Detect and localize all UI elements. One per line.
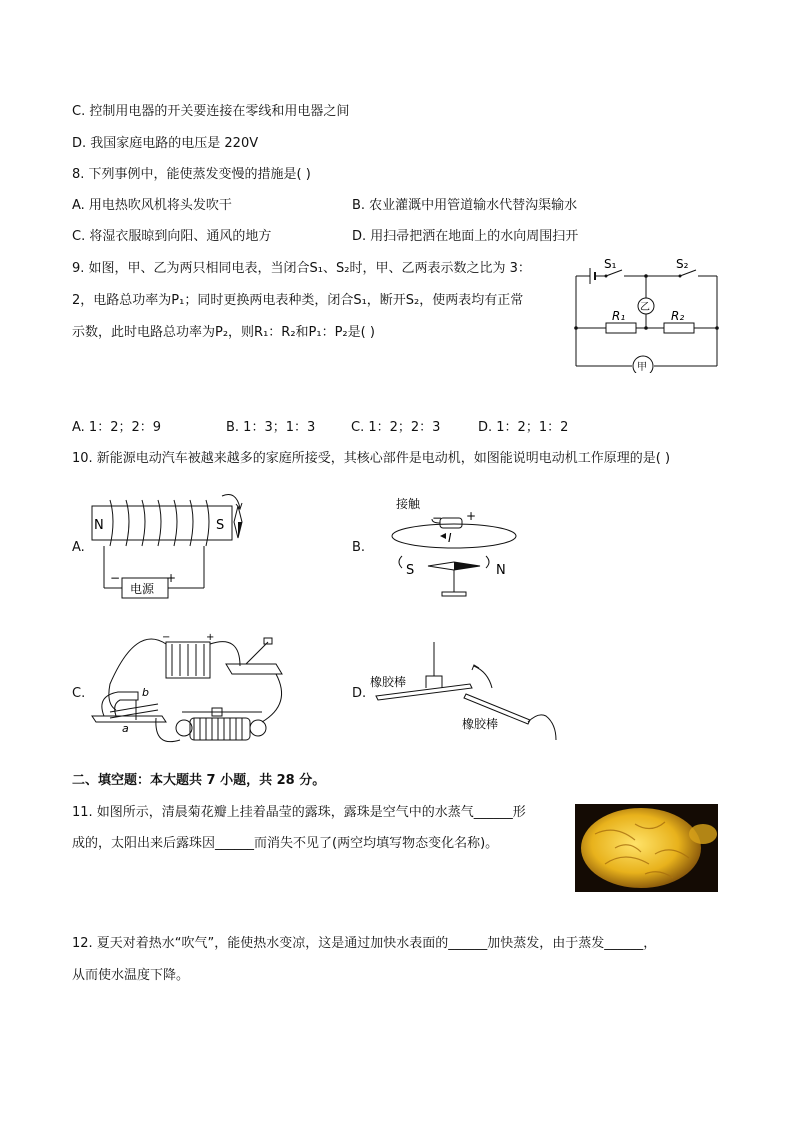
- label-plus-b: +: [466, 509, 477, 523]
- figure-b-oersted: [384, 494, 524, 606]
- q7-option-c: C. 控制用电器的开关要连接在零线和用电器之间: [72, 104, 350, 119]
- label-plus: +: [166, 571, 177, 585]
- q9-option-b: B. 1：3；1：3: [226, 420, 316, 435]
- q8-option-a: A. 用电热吹风机将头发吹干: [72, 198, 232, 213]
- label-r2: R₂: [671, 309, 685, 323]
- q9-option-d: D. 1：2；1：2: [478, 420, 569, 435]
- label-a: a: [122, 722, 129, 735]
- q10-option-b: B.: [352, 540, 366, 555]
- label-s1: S₁: [604, 258, 617, 271]
- label-n: N: [94, 518, 104, 533]
- label-plus-c: +: [206, 632, 215, 643]
- q9-stem-line1: 9. 如图，甲、乙为两只相同电表，当闭合S₁、S₂时，甲、乙两表示数之比为 3：: [72, 261, 531, 276]
- q9-option-a: A. 1：2；2：9: [72, 420, 162, 435]
- label-minus-c: −: [162, 632, 171, 643]
- label-rod1: 橡胶棒: [370, 675, 407, 689]
- q7-option-d: D. 我国家庭电路的电压是 220V: [72, 136, 259, 151]
- label-rod2: 橡胶棒: [462, 717, 499, 731]
- q10-option-a: A.: [72, 540, 85, 555]
- q8-option-b: B. 农业灌溉中用管道输水代替沟渠输水: [352, 198, 578, 213]
- q8-option-d: D. 用扫帚把洒在地面上的水向周围扫开: [352, 229, 579, 244]
- q11-line1: 11. 如图所示，清晨菊花瓣上挂着晶莹的露珠，露珠是空气中的水蒸气______形: [72, 805, 526, 820]
- label-minus: −: [110, 571, 121, 585]
- meter-jia: 甲: [637, 362, 647, 373]
- meter-yi: 乙: [640, 302, 650, 313]
- label-r1: R₁: [612, 309, 626, 323]
- q10-option-c: C.: [72, 686, 86, 701]
- label-power: 电源: [130, 582, 155, 596]
- chrysanthemum-photo: [575, 804, 718, 892]
- label-minus-b: −: [432, 511, 443, 525]
- q10-option-d: D.: [352, 686, 367, 701]
- q11-line2: 成的，太阳出来后露珠因______而消失不见了(两空均填写物态变化名称)。: [72, 836, 499, 851]
- q12-line1: 12. 夏天对着热水“吹气”，能使热水变凉，这是通过加快水表面的______加快蒸发，由于蒸发______，: [72, 936, 657, 951]
- q9-option-c: C. 1：2；2：3: [351, 420, 441, 435]
- label-current: I: [448, 531, 452, 545]
- q10-stem: 10. 新能源电动汽车被越来越多的家庭所接受，其核心部件是电动机，如图能说明电动机工作原理的是( ): [72, 451, 671, 466]
- q9-stem-line3: 示数，此时电路总功率为P₂，则R₁：R₂和P₁：P₂是( ): [72, 325, 375, 340]
- label-b: b: [142, 686, 149, 699]
- label-contact: 接触: [396, 497, 421, 511]
- q8-stem: 8. 下列事例中，能使蒸发变慢的措施是( ): [72, 167, 311, 182]
- q12-line2: 从而使水温度下降。: [72, 968, 190, 983]
- q9-circuit-figure: [568, 258, 723, 373]
- label-s: S: [216, 518, 225, 533]
- q9-stem-line2: 2，电路总功率为P₁；同时更换两电表种类，闭合S₁，断开S₂，使两表均有正常: [72, 293, 524, 308]
- figure-a-solenoid: [88, 486, 258, 604]
- label-s2: S₂: [676, 258, 689, 271]
- figure-c-motor-apparatus: [86, 630, 296, 760]
- section-2-title: 二、填空题：本大题共 7 小题，共 28 分。: [72, 773, 326, 788]
- label-s-b: S: [406, 563, 415, 578]
- q8-option-c: C. 将湿衣服晾到向阳、通风的地方: [72, 229, 272, 244]
- label-n-b: N: [496, 563, 506, 578]
- figure-d-rubber-rods: [370, 640, 570, 746]
